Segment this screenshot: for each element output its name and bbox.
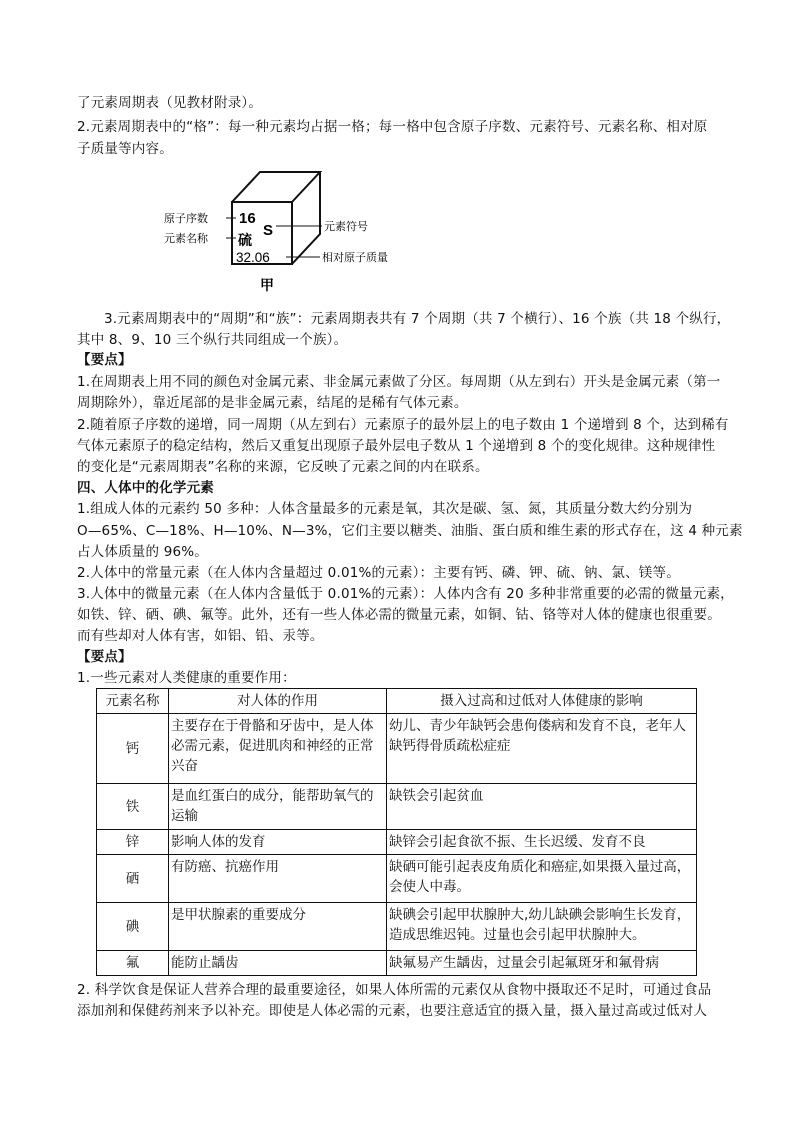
kp1-line-4: 气体元素原子的稳定结构，然后又重复出现原子最外层电子数从 1 个递增到 8 个的变化规律。这种规律性	[77, 438, 716, 454]
section4-heading: 四、人体中的化学元素	[77, 480, 214, 496]
s4-line-2: O—65%、C—18%、H—10%、N—3%，它们主要以糖类、油脂、蛋白质和维生素的形式存在，这 4 种元素	[77, 523, 743, 539]
tail-line-2: 添加剂和保健药剂来予以补充。即使是人体必需的元素，也要注意适宜的摄入量，摄入量过高或过低对人	[77, 1003, 708, 1019]
cell-impact: 缺铁会引起贫血	[387, 784, 697, 830]
cell-effect: 影响人体的发育	[169, 830, 387, 855]
s4-line-1: 1.组成人体的元素约 50 多种：人体含量最多的元素是氧，其次是碳、氢、氮，其质量分数大约分别为	[77, 501, 693, 517]
label-atomic-mass: 相对原子质量	[322, 251, 388, 264]
cell-element-name: 钙	[97, 714, 169, 784]
table-row	[97, 714, 697, 784]
label-atomic-number: 原子序数	[164, 212, 208, 225]
cell-element-name: 碘	[97, 903, 169, 951]
s4-line-5: 3.人体中的微量元素（在人体内含量低于 0.01%的元素）：人体内含有 20 多种非常重要的必需的微量元素，	[77, 586, 734, 602]
atomic-number: 16	[239, 210, 256, 227]
figure-caption: 甲	[260, 278, 274, 294]
kp1-line-5: 的变化是“元素周期表”名称的来源，它反映了元素之间的内在联系。	[77, 459, 489, 475]
cell-impact: 缺锌会引起食欲不振、生长迟缓、发育不良	[387, 830, 697, 855]
keypoints-heading-2: 【要点】	[77, 649, 132, 665]
cube-top-face	[232, 172, 320, 202]
table-header-row	[97, 689, 697, 714]
cell-effect: 是血红蛋白的成分，能帮助氧气的运输	[169, 784, 387, 830]
keypoints-heading-1: 【要点】	[77, 352, 132, 368]
kp1-line-2: 周期除外），靠近尾部的是非金属元素，结尾的是稀有气体元素。	[77, 395, 468, 411]
p3-line-1: 3.元素周期表中的“周期”和“族”：元素周期表共有 7 个周期（共 7 个横行）、16 个族（共 18 个纵行，	[104, 311, 731, 327]
cell-element-name: 锌	[97, 830, 169, 855]
intro-line-2: 2.元素周期表中的“格”：每一种元素均占据一格；每一格中包含原子序数、元素符号、元素名称、相对原	[77, 119, 708, 135]
tail-line-1: 2. 科学饮食是保证人营养合理的最重要途径，如果人体所需的元素仅从食物中摄取还不足时，可通过食品	[77, 982, 712, 998]
cell-element-name: 氟	[97, 951, 169, 976]
cell-element-name: 硒	[97, 855, 169, 903]
cell-impact: 幼儿、青少年缺钙会患佝偻病和发育不良，老年人缺钙得骨质疏松症症	[387, 714, 697, 784]
cell-impact: 缺硒可能引起表皮角质化和癌症,如果摄入量过高，会使人中毒。	[387, 855, 697, 903]
header-impact: 摄入过高和过低对人体健康的影响	[387, 689, 697, 714]
cell-effect: 能防止龋齿	[169, 951, 387, 976]
table-row	[97, 784, 697, 830]
s4-line-4: 2.人体中的常量元素（在人体内含量超过 0.01%的元素）：主要有钙、磷、钾、硫、钠、氯、镁等。	[77, 565, 680, 581]
table-row	[97, 830, 697, 855]
label-element-name: 元素名称	[164, 232, 208, 245]
element-symbol: S	[263, 222, 274, 239]
cell-element-name: 铁	[97, 784, 169, 830]
atomic-mass: 32.06	[236, 250, 270, 265]
s4-line-3: 占人体质量的 96%。	[77, 544, 208, 560]
element-health-table	[96, 688, 697, 976]
header-element-name: 元素名称	[97, 689, 169, 714]
cell-impact: 缺氟易产生龋齿，过量会引起氟斑牙和氟骨病	[387, 951, 697, 976]
p3-line-2: 其中 8、9、10 三个纵行共同组成一个族）。	[77, 332, 348, 348]
element-name: 硫	[238, 233, 252, 249]
header-effect: 对人体的作用	[169, 689, 387, 714]
element-cell-diagram	[160, 162, 420, 297]
kp1-line-1: 1.在周期表上用不同的颜色对金属元素、非金属元素做了分区。每周期（从左到右）开头是金属元素（第一	[77, 374, 721, 390]
table-row	[97, 903, 697, 951]
cell-effect: 是甲状腺素的重要成分	[169, 903, 387, 951]
cell-effect: 有防癌、抗癌作用	[169, 855, 387, 903]
cell-impact: 缺碘会引起甲状腺肿大,幼儿缺碘会影响生长发育，造成思维迟钝。过量也会引起甲状腺肿大。	[387, 903, 697, 951]
kp1-line-3: 2.随着原子序数的递增，同一周期（从左到右）元素原子的最外层上的电子数由 1 个递增到 8 个，达到稀有	[77, 417, 729, 433]
label-element-symbol: 元素符号	[324, 220, 368, 233]
s4-line-6: 如铁、锌、硒、碘、氟等。此外，还有一些人体必需的微量元素，如铜、钴、铬等对人体的健康也很重要。	[77, 607, 721, 623]
kp2-line-1: 1.一些元素对人类健康的重要作用：	[77, 670, 296, 686]
intro-line-3: 子质量等内容。	[77, 141, 173, 157]
table-row	[97, 951, 697, 976]
intro-line-1: 了元素周期表（见教材附录）。	[77, 95, 263, 111]
cell-effect: 主要存在于骨骼和牙齿中，是人体必需元素，促进肌肉和神经的正常兴奋	[169, 714, 387, 784]
s4-line-7: 而有些却对人体有害，如铝、铅、汞等。	[77, 628, 324, 644]
table-row	[97, 855, 697, 903]
